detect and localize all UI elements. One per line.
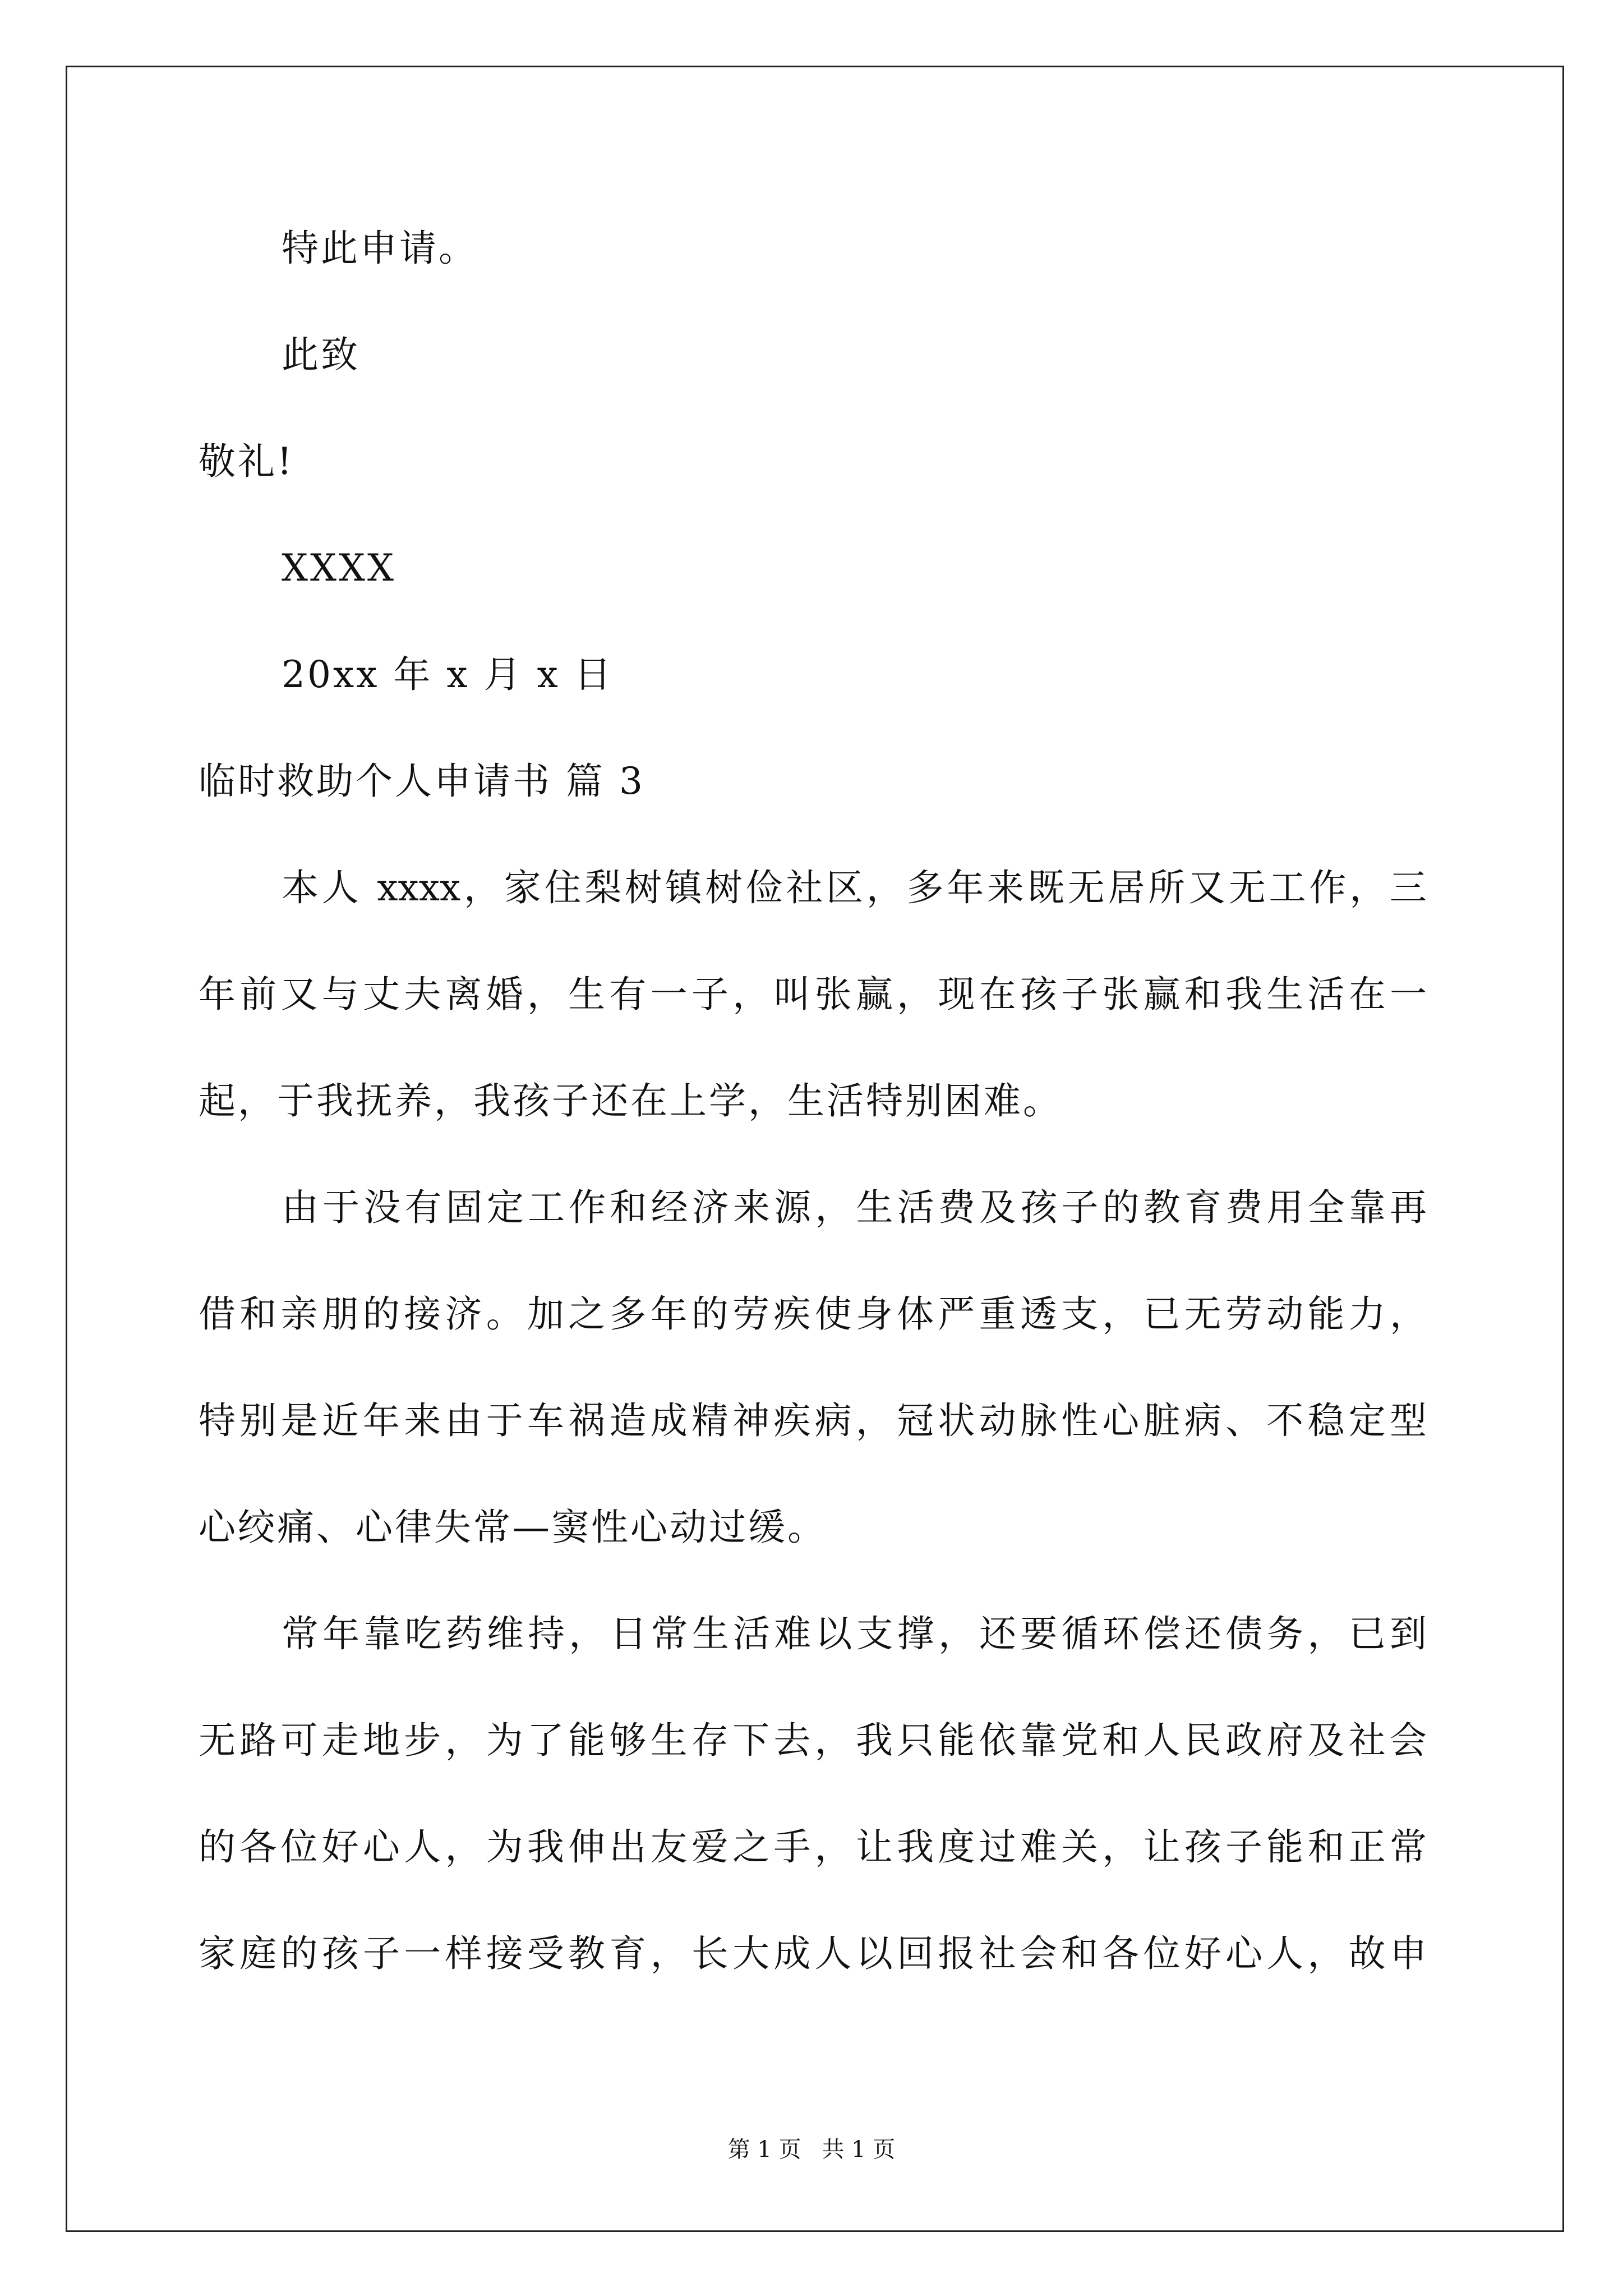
salutation-line: 此致 — [282, 333, 360, 376]
paragraph-line: 借和亲朋的接济。加之多年的劳疾使身体严重透支，已无劳动能力， — [199, 1292, 1427, 1336]
paragraph-line: 家庭的孩子一样接受教育，长大成人以回报社会和各位好心人，故申 — [199, 1932, 1427, 1975]
page-number: 第 1 页 — [727, 2137, 801, 2162]
signature-name: XXXX — [282, 546, 396, 590]
page-footer — [0, 2132, 1623, 2164]
paragraph-line: 由于没有固定工作和经济来源，生活费及孩子的教育费用全靠再 — [282, 1186, 1427, 1229]
paragraph-line: 无路可走地步，为了能够生存下去，我只能依靠党和人民政府及社会 — [199, 1719, 1427, 1762]
section-heading: 临时救助个人申请书 篇 3 — [199, 760, 645, 803]
paragraph-line: 特别是近年来由于车祸造成精神疾病，冠状动脉性心脏病、不稳定型 — [199, 1399, 1427, 1442]
paragraph-line: 常年靠吃药维持，日常生活难以支撑，还要循环偿还债务，已到 — [282, 1612, 1427, 1655]
salute-line: 敬礼! — [199, 440, 294, 483]
paragraph-line: 心绞痛、心律失常—窦性心动过缓。 — [199, 1506, 827, 1549]
page-total: 共 1 页 — [822, 2137, 896, 2162]
paragraph-line: 本人 xxxx，家住梨树镇树俭社区，多年来既无居所又无工作，三 — [282, 866, 1427, 909]
paragraph-line: 年前又与丈夫离婚，生有一子，叫张赢，现在孩子张赢和我生活在一 — [199, 973, 1427, 1016]
signature-date: 20xx 年 x 月 x 日 — [282, 653, 614, 696]
closing-request-line: 特此申请。 — [282, 227, 478, 270]
paragraph-line: 的各位好心人，为我伸出友爱之手，让我度过难关，让孩子能和正常 — [199, 1825, 1427, 1869]
page-border — [66, 66, 1564, 2232]
paragraph-line: 起，于我抚养，我孩子还在上学，生活特别困难。 — [199, 1079, 1062, 1122]
